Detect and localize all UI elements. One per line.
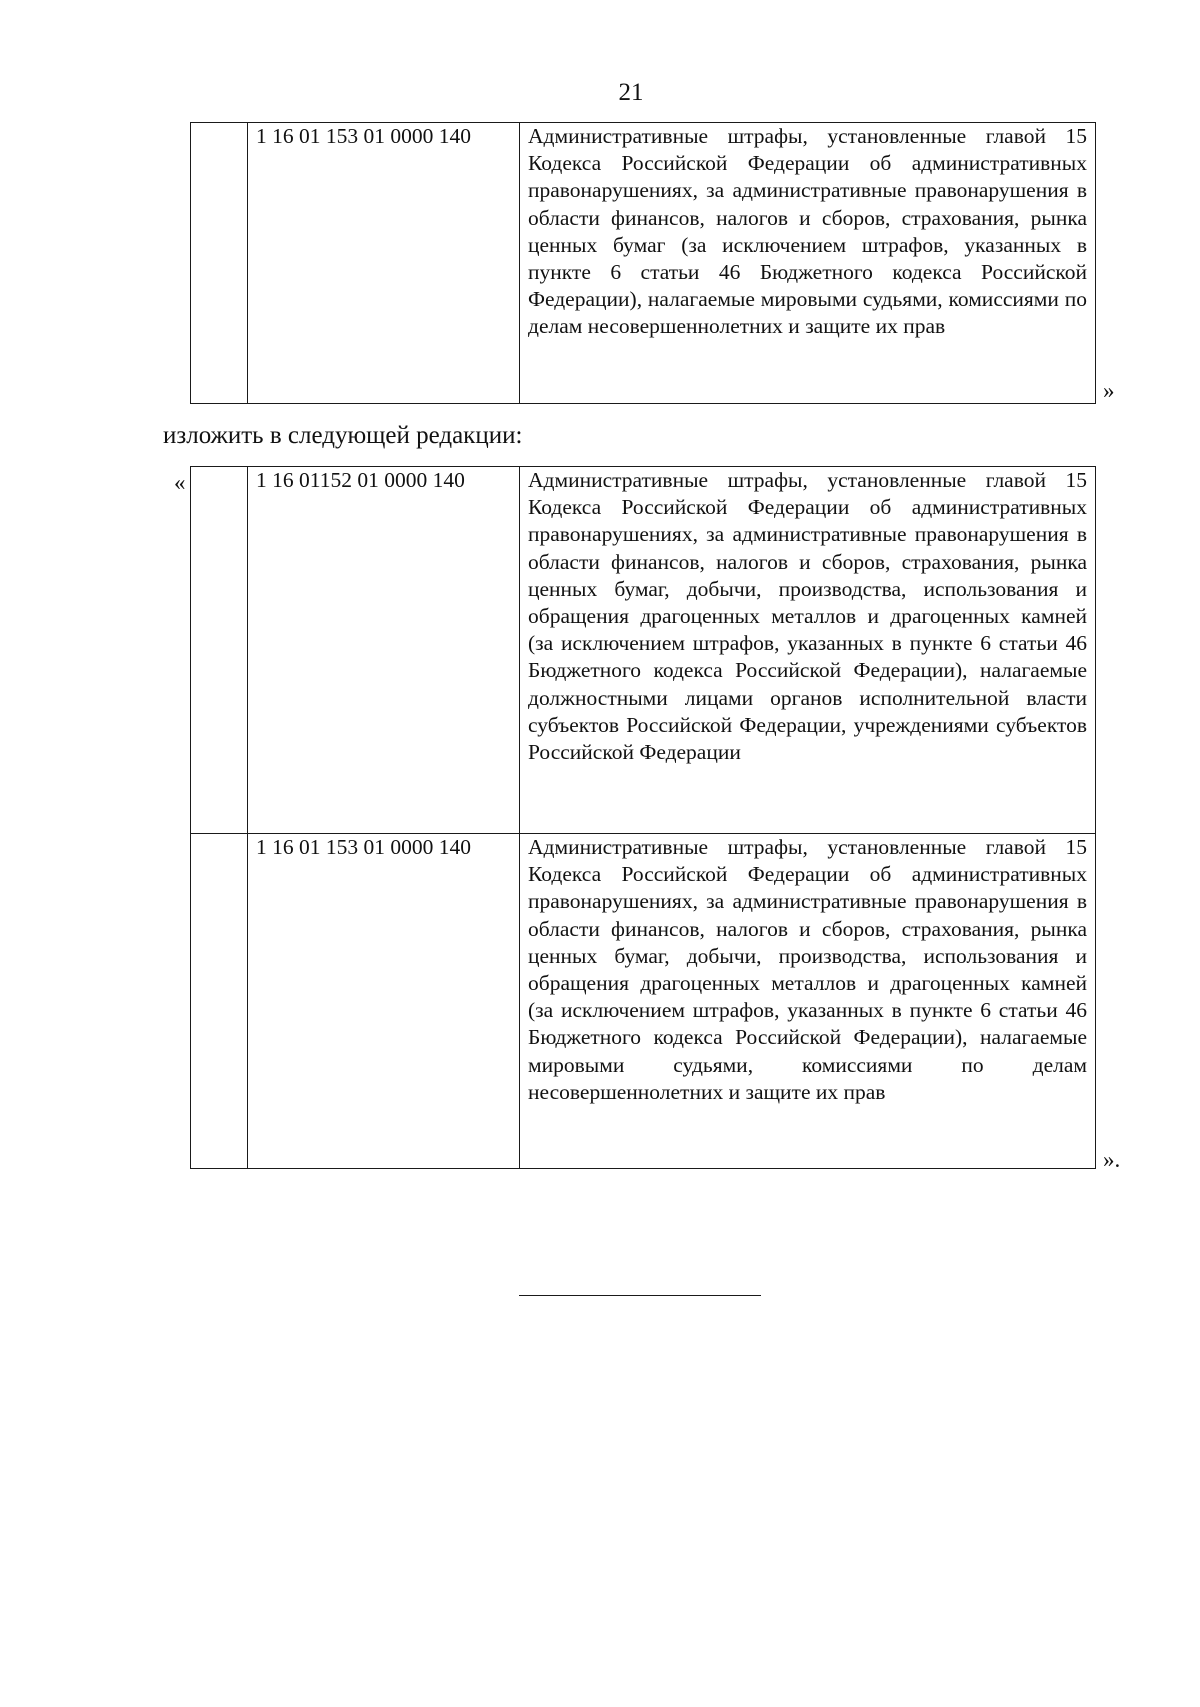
description-cell: Административные штрафы, установленные главой 15 Кодекса Российской Федерации об административных правонарушениях, за административные правонарушения в области финансов, налогов и сборов, страхования, рынка ценных бумаг (за исключением штрафов, указанных в пункте 6 статьи 46 Бюджетного кодекса Российской Федерации), налагаемые мировыми судьями, комиссиями по делам несовершеннолетних и защите их прав	[520, 123, 1096, 404]
instruction-text: изложить в следующей редакции:	[163, 422, 523, 449]
description-cell: Административные штрафы, установленные главой 15 Кодекса Российской Федерации об административных правонарушениях, за административные правонарушения в области финансов, налогов и сборов, страхования, рынка ценных бумаг, добычи, производства, использования и обращения драгоценных металлов и драгоценных камней (за исключением штрафов, указанных в пункте 6 статьи 46 Бюджетного кодекса Российской Федерации), налагаемые мировыми судьями, комиссиями по делам несовершеннолетних и защите их прав	[520, 834, 1096, 1169]
table-new	[190, 466, 1096, 1169]
table-row	[191, 467, 1096, 834]
table-cell-empty	[191, 834, 248, 1169]
budget-code-cell: 1 16 01 153 01 0000 140	[248, 123, 520, 404]
open-quote: «	[174, 470, 186, 495]
budget-code-cell: 1 16 01 153 01 0000 140	[248, 834, 520, 1169]
table-cell-empty	[191, 123, 248, 404]
page-number: 21	[618, 79, 644, 106]
table-cell-empty	[191, 467, 248, 834]
close-quote: »	[1103, 378, 1115, 403]
end-rule-line	[519, 1295, 761, 1296]
budget-code-cell: 1 16 01152 01 0000 140	[248, 467, 520, 834]
table-old	[190, 122, 1096, 404]
description-cell: Административные штрафы, установленные главой 15 Кодекса Российской Федерации об административных правонарушениях, за административные правонарушения в области финансов, налогов и сборов, страхования, рынка ценных бумаг, добычи, производства, использования и обращения драгоценных металлов и драгоценных камней (за исключением штрафов, указанных в пункте 6 статьи 46 Бюджетного кодекса Российской Федерации), налагаемые должностными лицами органов исполнительной власти субъектов Российской Федерации, учреждениями субъектов Российской Федерации	[520, 467, 1096, 834]
table-row	[191, 834, 1096, 1169]
close-quote: ».	[1103, 1147, 1121, 1172]
table-row	[191, 123, 1096, 404]
